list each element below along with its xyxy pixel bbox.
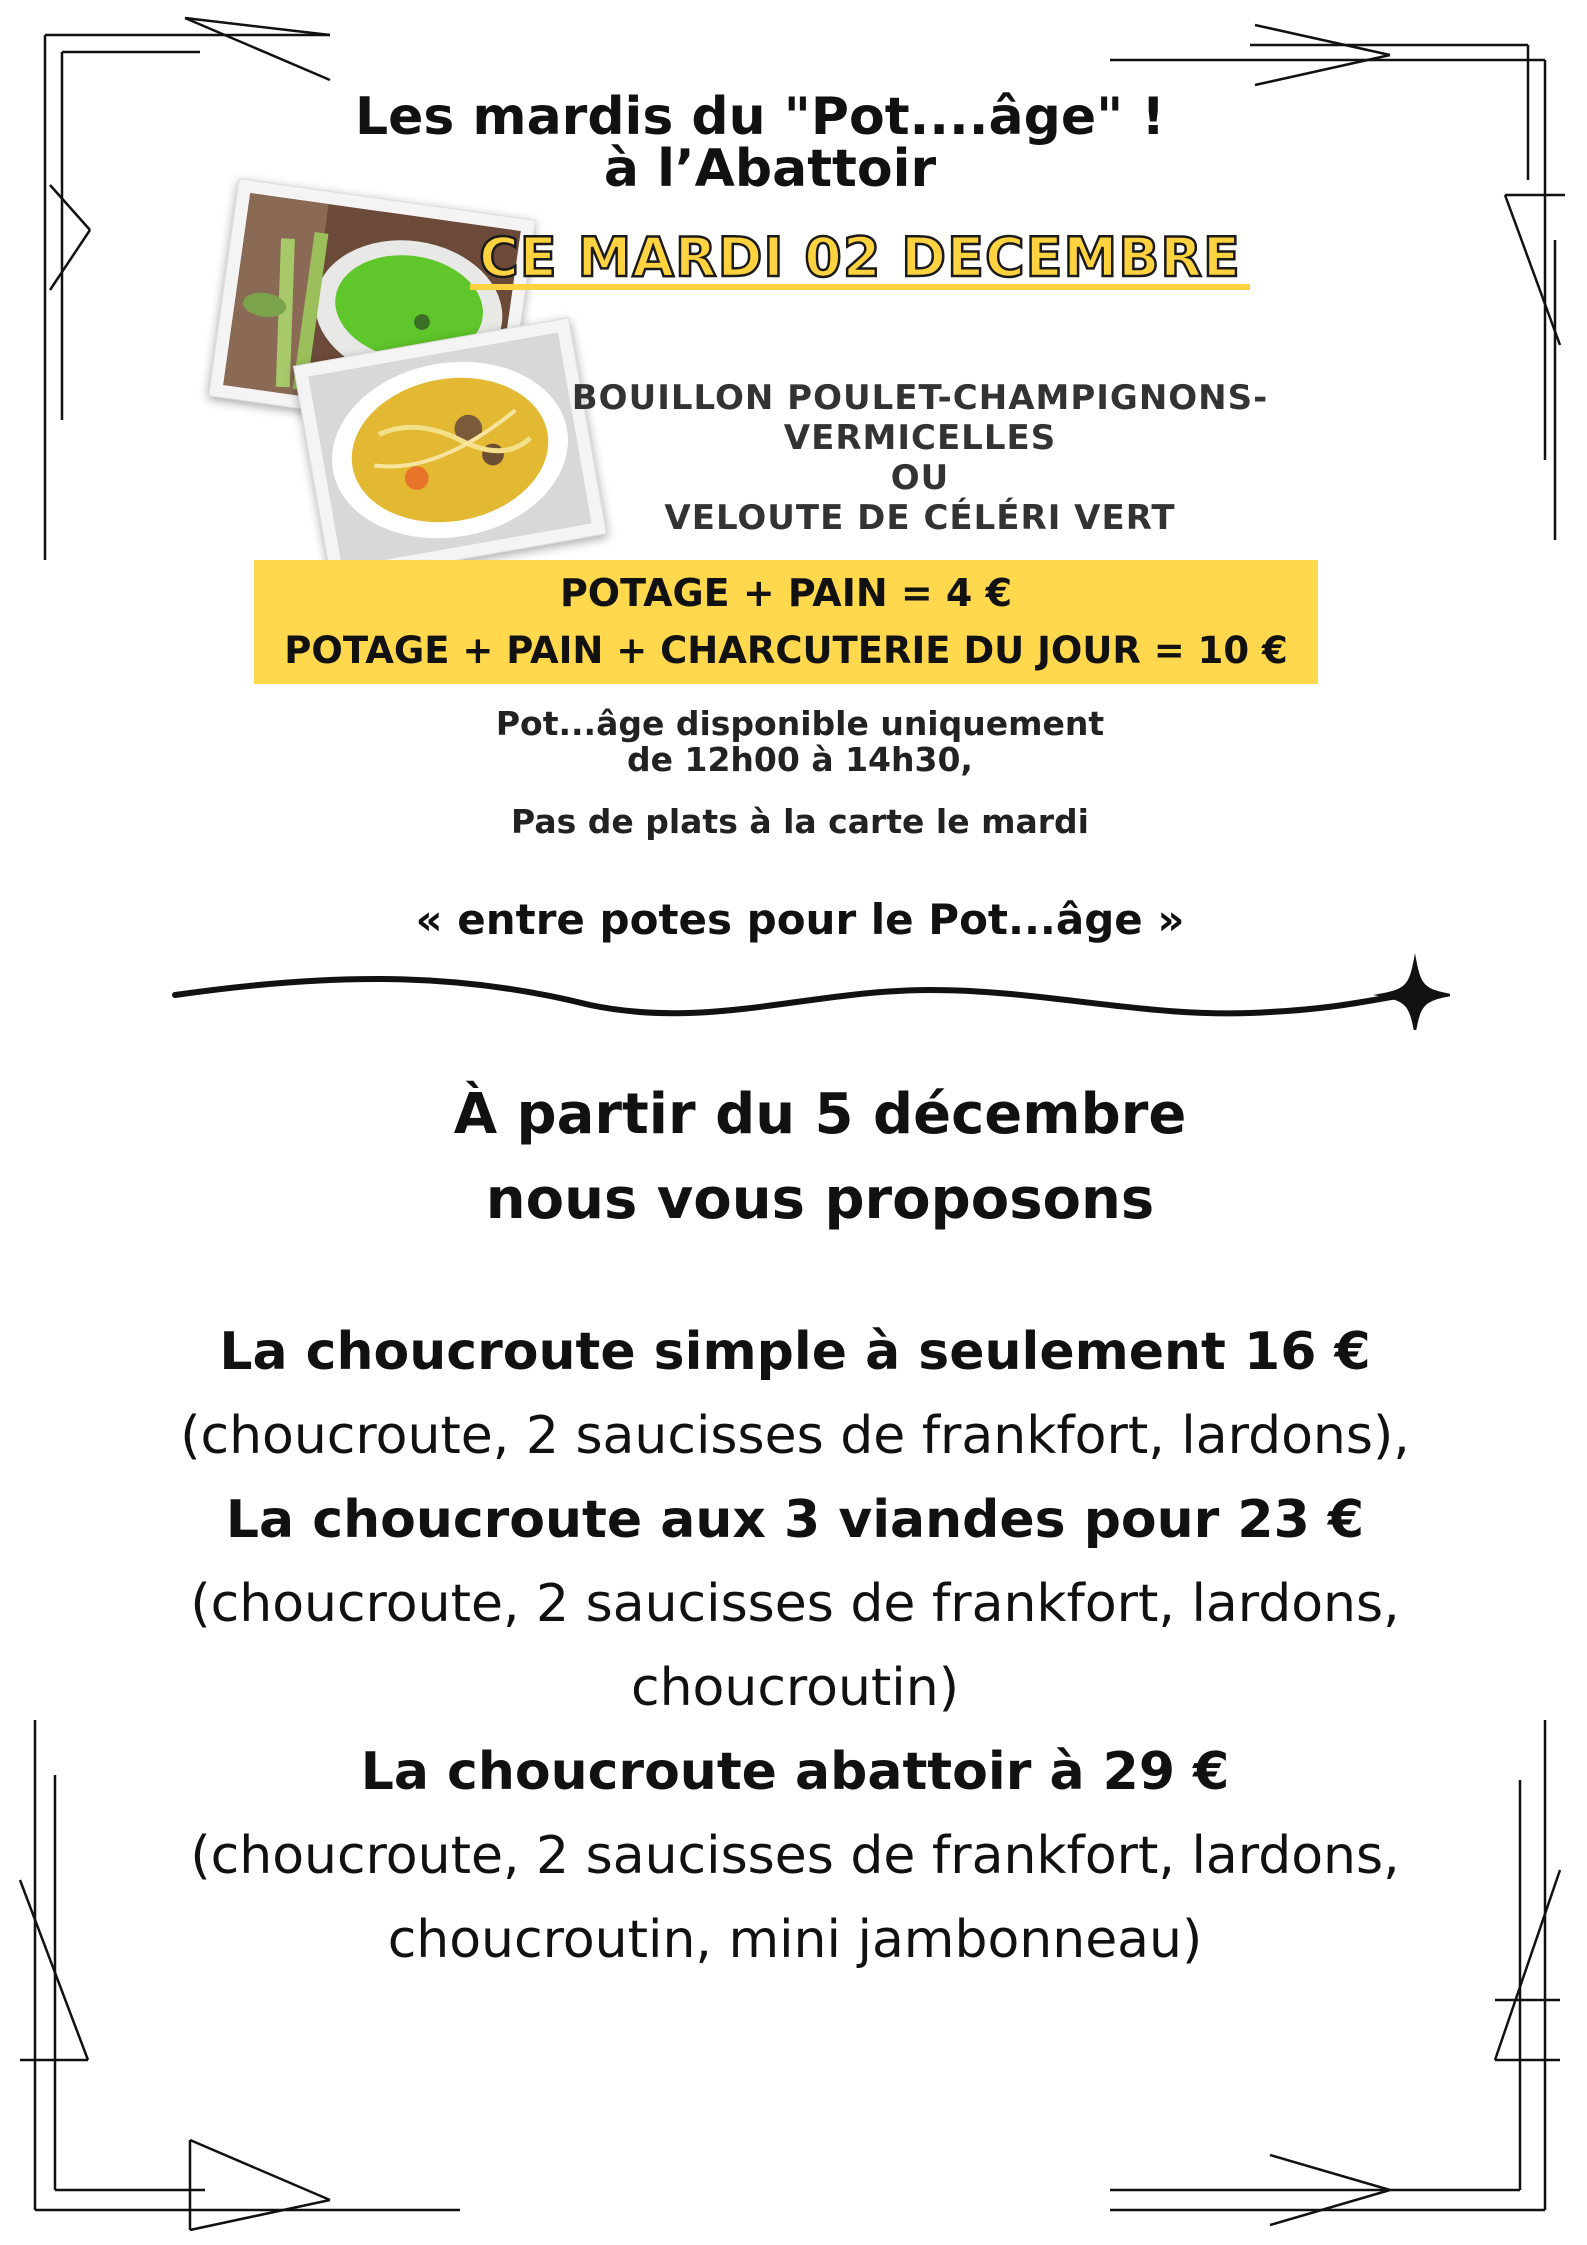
wavy-divider bbox=[170, 950, 1450, 1030]
announcement-line-1: À partir du 5 décembre bbox=[453, 1082, 1187, 1147]
menu-item-details: choucroutin, mini jambonneau) bbox=[387, 1910, 1203, 1970]
menu-item-name: La choucroute simple à seulement 16 € bbox=[219, 1322, 1371, 1382]
soup-line-2: VERMICELLES bbox=[783, 418, 1057, 458]
slogan: « entre potes pour le Pot...âge » bbox=[415, 895, 1185, 944]
no-a-la-carte-note: Pas de plats à la carte le mardi bbox=[511, 802, 1089, 841]
four-point-star-icon bbox=[1373, 953, 1450, 1030]
menu-item-name: La choucroute aux 3 viandes pour 23 € bbox=[225, 1490, 1365, 1550]
menu-item-details: choucroutin) bbox=[631, 1658, 959, 1718]
availability-text: Pot...âge disponible uniquement bbox=[495, 704, 1105, 743]
date-banner bbox=[470, 218, 1250, 298]
date-text: CE MARDI 02 DECEMBRE bbox=[479, 226, 1241, 289]
menu-item-name: La choucroute abattoir à 29 € bbox=[360, 1742, 1230, 1802]
menu-item-details: (choucroute, 2 saucisses de frankfort, lardons, bbox=[190, 1826, 1400, 1886]
soup-line-4: VELOUTE DE CÉLÉRI VERT bbox=[664, 498, 1176, 538]
menu-item-details: (choucroute, 2 saucisses de frankfort, lardons), bbox=[180, 1406, 1410, 1466]
price-line-1: POTAGE + PAIN = 4 € bbox=[559, 571, 1013, 615]
menu-list bbox=[100, 1310, 1490, 1982]
event-subtitle: à l’Abattoir bbox=[603, 139, 937, 199]
price-box bbox=[254, 560, 1318, 684]
soup-line-3: OU bbox=[890, 458, 950, 498]
menu-item-details: (choucroute, 2 saucisses de frankfort, lardons, bbox=[190, 1574, 1400, 1634]
availability-hours: de 12h00 à 14h30, bbox=[627, 740, 973, 779]
event-title: Les mardis du "Pot....âge" ! bbox=[354, 87, 1166, 147]
announcement-line-2: nous vous proposons bbox=[485, 1167, 1155, 1232]
price-line-2: POTAGE + PAIN + CHARCUTERIE DU JOUR = 10 € bbox=[284, 629, 1288, 672]
soup-line-1: BOUILLON POULET-CHAMPIGNONS- bbox=[571, 378, 1269, 418]
